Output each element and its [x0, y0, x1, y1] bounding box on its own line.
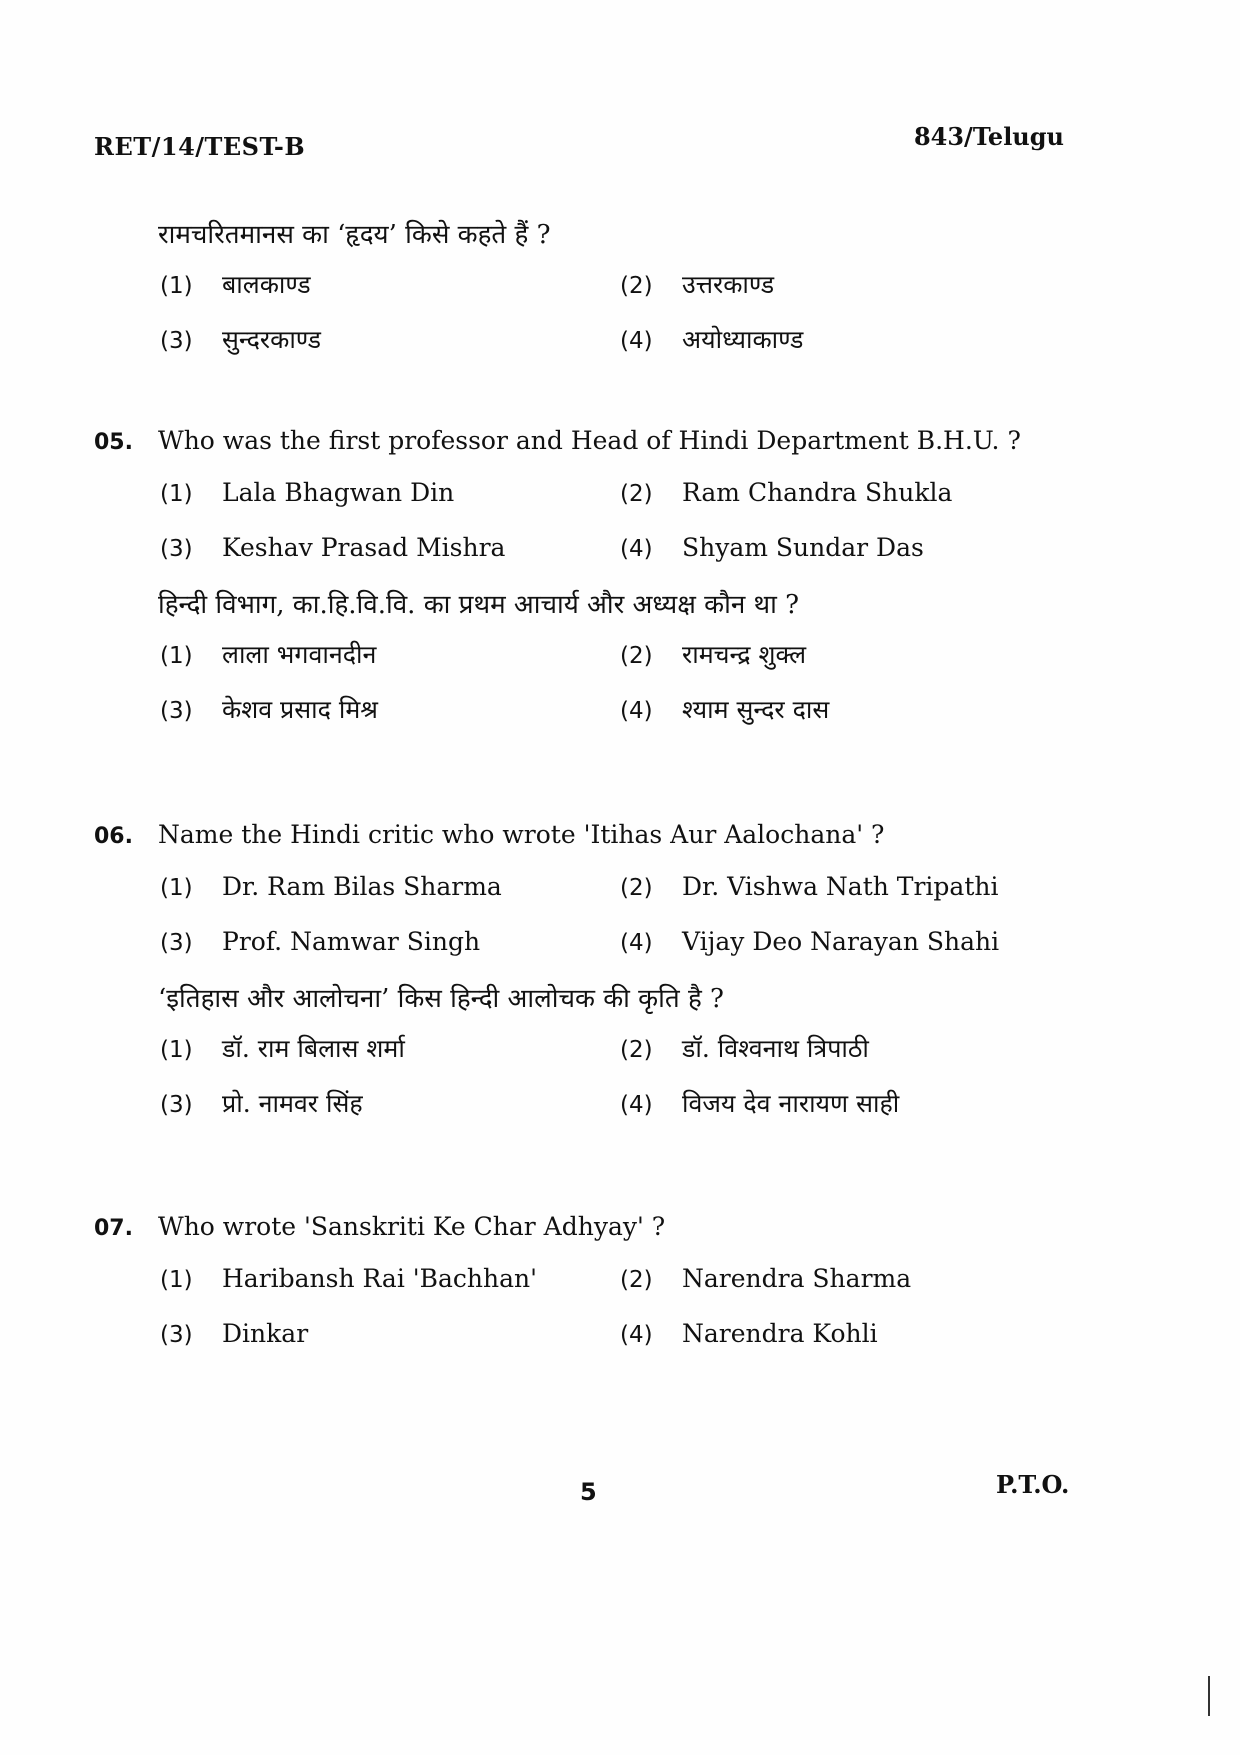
scan-artifact — [1208, 1676, 1210, 1716]
option-4-hindi: (4) श्याम सुन्दर दास — [620, 695, 830, 724]
question-number: 06. — [94, 824, 133, 849]
option-1: (1) बालकाण्ड — [160, 270, 311, 299]
option-3-hindi: (3) प्रो. नामवर सिंह — [160, 1089, 363, 1118]
question-number: 05. — [94, 430, 133, 455]
option-1-hindi: (1) लाला भगवानदीन — [160, 640, 377, 669]
option-4: (4) अयोध्याकाण्ड — [620, 325, 804, 354]
paper-code: RET/14/TEST-B — [94, 132, 306, 161]
option-list-hindi — [160, 1032, 1084, 1122]
option-1: (1) Lala Bhagwan Din — [160, 478, 455, 507]
option-4: (4) Shyam Sundar Das — [620, 533, 924, 562]
option-list — [160, 1262, 1084, 1352]
option-3: (3) सुन्दरकाण्ड — [160, 325, 322, 354]
paper-subject: 843/Telugu — [913, 122, 1064, 151]
option-1: (1) Haribansh Rai 'Bachhan' — [160, 1264, 538, 1293]
question-text: 06. Name the Hindi critic who wrote 'Itihas Aur Aalochana' ? — [94, 818, 1084, 854]
question-05 — [94, 424, 1084, 728]
question-06 — [94, 818, 1084, 1122]
question-text: 05. Who was the first professor and Head of Hindi Department B.H.U. ? — [94, 424, 1084, 460]
option-3: (3) Keshav Prasad Mishra — [160, 533, 506, 562]
question-text-hindi: हिन्दी विभाग, का.हि.वि.वि. का प्रथम आचार्य और अध्यक्ष कौन था ? — [158, 590, 800, 620]
option-2: (2) Narendra Sharma — [620, 1264, 912, 1293]
question-07 — [94, 1210, 1084, 1352]
option-2: (2) Dr. Vishwa Nath Tripathi — [620, 872, 999, 901]
question-number: 07. — [94, 1216, 133, 1241]
option-2-hindi: (2) रामचन्द्र शुक्ल — [620, 640, 807, 669]
option-4: (4) Vijay Deo Narayan Shahi — [620, 927, 1000, 956]
question-text: 07. Who wrote 'Sanskriti Ke Char Adhyay' ? — [94, 1210, 1084, 1246]
please-turn-over: P.T.O. — [996, 1470, 1070, 1499]
option-list-hindi — [160, 638, 1084, 728]
option-1: (1) Dr. Ram Bilas Sharma — [160, 872, 502, 901]
question-text-hindi: रामचरितमानस का ‘हृदय’ किसे कहते हैं ? — [158, 220, 551, 250]
question-04-hindi — [94, 218, 1084, 358]
option-3: (3) Dinkar — [160, 1319, 309, 1348]
option-list — [160, 870, 1084, 960]
option-4: (4) Narendra Kohli — [620, 1319, 878, 1348]
option-4-hindi: (4) विजय देव नारायण साही — [620, 1089, 900, 1118]
question-text-hindi: ‘इतिहास और आलोचना’ किस हिन्दी आलोचक की कृति है ? — [158, 984, 724, 1014]
option-2-hindi: (2) डॉ. विश्वनाथ त्रिपाठी — [620, 1034, 869, 1063]
option-list — [160, 476, 1084, 566]
option-1-hindi: (1) डॉ. राम बिलास शर्मा — [160, 1034, 405, 1063]
option-3: (3) Prof. Namwar Singh — [160, 927, 481, 956]
option-2: (2) Ram Chandra Shukla — [620, 478, 953, 507]
option-list — [160, 268, 1084, 358]
page-number: 5 — [580, 1478, 597, 1506]
option-3-hindi: (3) केशव प्रसाद मिश्र — [160, 695, 378, 724]
option-2: (2) उत्तरकाण्ड — [620, 270, 775, 299]
